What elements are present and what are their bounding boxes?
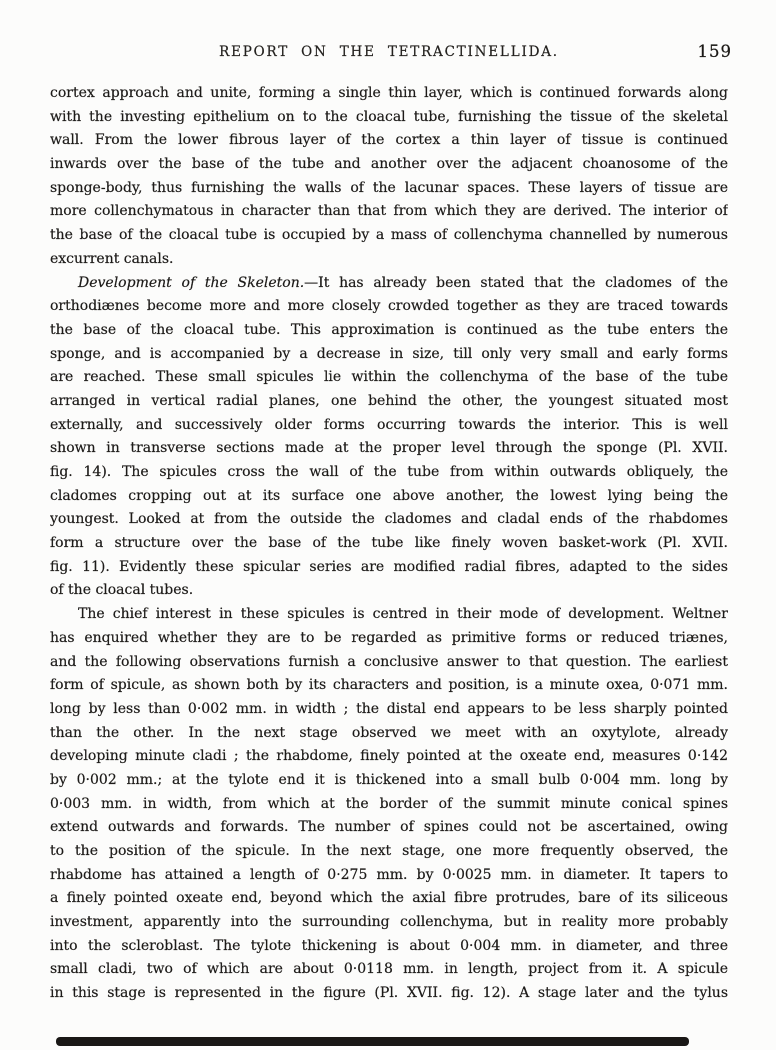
text-line: in this stage is represented in the figure (Pl. XVII. fig. 12). A stage later and the tylus xyxy=(50,985,728,1002)
text-line: arranged in vertical radial planes, one behind the other, the youngest situated most xyxy=(50,392,728,409)
text-line: externally, and successively older forms occurring towards the interior. This is well xyxy=(50,416,728,433)
text-line: more collenchymatous in character than that from which they are derived. The interior of xyxy=(50,203,728,220)
text-line: youngest. Looked at from the outside the cladomes and cladal ends of the rhabdomes xyxy=(50,511,728,528)
text-line: sponge, and is accompanied by a decrease in size, till only very small and early forms xyxy=(50,345,728,362)
text-line: cladomes cropping out at its surface one above another, the lowest lying being the xyxy=(50,487,728,504)
page-number: 159 xyxy=(697,42,732,61)
text-line: form a structure over the base of the tube like finely woven basket-work (Pl. XVII. xyxy=(50,535,728,552)
scan-artifact-bar xyxy=(56,1037,689,1046)
text-line: the base of the cloacal tube is occupied by a mass of collenchyma channelled by numerous xyxy=(50,227,728,244)
text-line: orthodiænes become more and more closely crowded together as they are traced towards xyxy=(50,298,728,315)
text-line: Development of the Skeleton.—It has already been stated that the cladomes of the xyxy=(78,274,728,291)
text-line: form of spicule, as shown both by its characters and position, is a minute oxea, 0·071 mm. xyxy=(50,677,728,694)
text-line: extend outwards and forwards. The number of spines could not be ascertained, owing xyxy=(50,819,728,836)
text-line: of the cloacal tubes. xyxy=(50,582,194,599)
text-line: investment, apparently into the surrounding collenchyma, but in reality more probably xyxy=(50,914,728,931)
page-body xyxy=(50,82,728,1006)
text-line: cortex approach and unite, forming a single thin layer, which is continued forwards along xyxy=(50,85,728,101)
paragraph xyxy=(50,603,728,1006)
text-line: the base of the cloacal tube. This approximation is continued as the tube enters the xyxy=(50,321,728,338)
text-line: and the following observations furnish a conclusive answer to that question. The earliest xyxy=(50,653,728,670)
text-line: to the position of the spicule. In the next stage, one more frequently observed, the xyxy=(50,843,728,859)
text-line: long by less than 0·002 mm. in width ; the distal end appears to be less sharply pointed xyxy=(50,700,728,717)
text-line: The chief interest in these spicules is centred in their mode of development. Weltner xyxy=(78,606,728,623)
text-line: a finely pointed oxeate end, beyond which the axial fibre protrudes, bare of its siliceous xyxy=(50,890,728,907)
text-line: excurrent canals. xyxy=(50,250,174,267)
running-title: REPORT ON THE TETRACTINELLIDA. xyxy=(219,44,559,60)
text-line: has enquired whether they are to be regarded as primitive forms or reduced triænes, xyxy=(50,629,728,646)
paragraph xyxy=(50,82,728,272)
text-line: wall. From the lower fibrous layer of the cortex a thin layer of tissue is continued xyxy=(50,132,728,149)
text-line: rhabdome has attained a length of 0·275 mm. by 0·0025 mm. in diameter. It tapers to xyxy=(50,866,728,883)
running-head xyxy=(50,42,732,64)
text-line: fig. 14). The spicules cross the wall of the tube from within outwards obliquely, the xyxy=(50,464,728,480)
text-line: fig. 11). Evidently these spicular series are modified radial fibres, adapted to the sides xyxy=(50,558,728,575)
text-line: sponge-body, thus furnishing the walls of the lacunar spaces. These layers of tissue are xyxy=(50,179,728,196)
text-line: developing minute cladi ; the rhabdome, finely pointed at the oxeate end, measures 0·142 xyxy=(50,748,728,765)
text-line: small cladi, two of which are about 0·0118 mm. in length, project from it. A spicule xyxy=(50,961,728,978)
text-line: than the other. In the next stage observed we meet with an oxytylote, already xyxy=(50,724,728,741)
text-line: shown in transverse sections made at the proper level through the sponge (Pl. XVII. xyxy=(50,440,728,457)
text-line: into the scleroblast. The tylote thickening is about 0·004 mm. in diameter, and three xyxy=(50,937,728,954)
text-line: 0·003 mm. in width, from which at the border of the summit minute conical spines xyxy=(50,795,728,812)
text-line: inwards over the base of the tube and another over the adjacent choanosome of the xyxy=(50,156,728,173)
paragraph xyxy=(50,272,728,604)
text-line: are reached. These small spicules lie within the collenchyma of the base of the tube xyxy=(50,369,728,386)
text-line: by 0·002 mm.; at the tylote end it is thickened into a small bulb 0·004 mm. long by xyxy=(50,771,728,788)
text-line: with the investing epithelium on to the cloacal tube, furnishing the tissue of the skeletal xyxy=(50,108,728,125)
italic-lead: Development of the Skeleton. xyxy=(78,274,305,291)
